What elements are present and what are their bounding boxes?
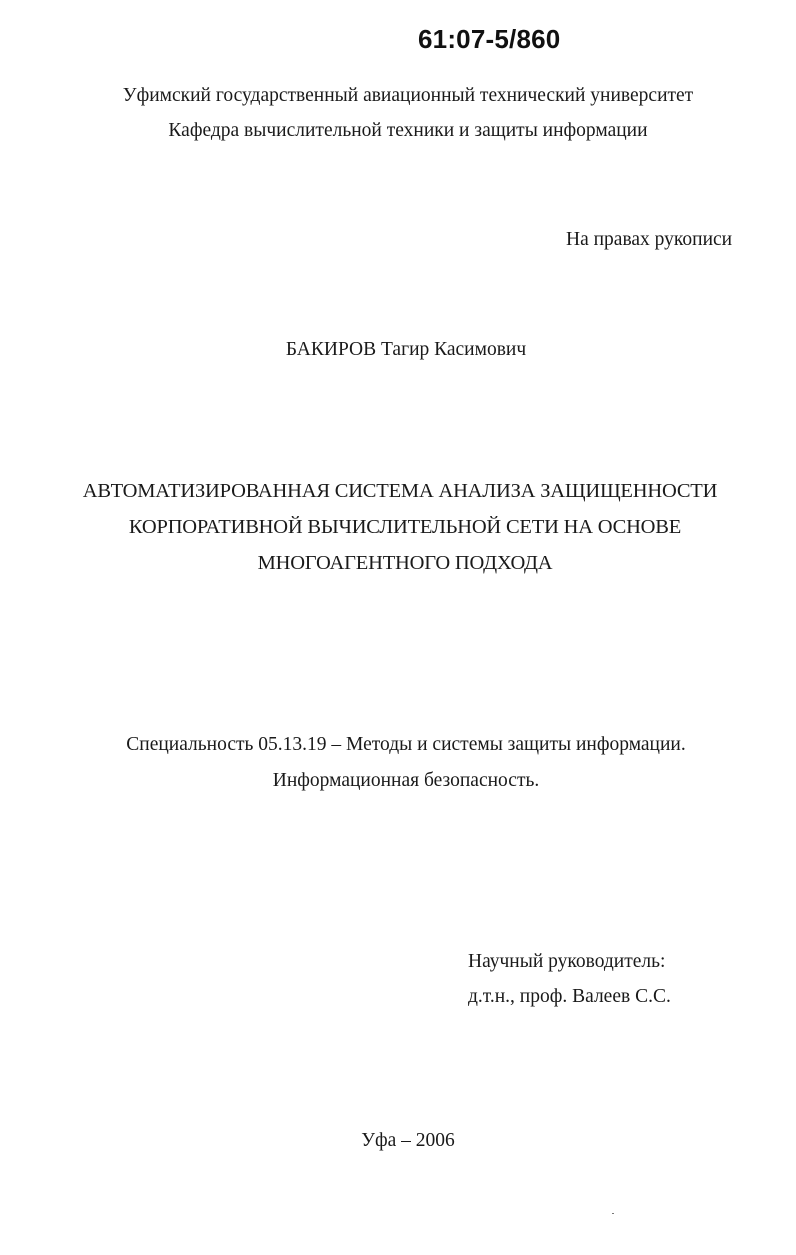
title-line-1: АВТОМАТИЗИРОВАННАЯ СИСТЕМА АНАЛИЗА ЗАЩИЩЕННОСТИ: [82, 480, 718, 502]
manuscript-note: На правах рукописи: [566, 229, 733, 250]
title-line-3: МНОГОАГЕНТНОГО ПОДХОДА: [257, 552, 553, 574]
place-year: Уфа – 2006: [361, 1130, 455, 1151]
supervisor-label: Научный руководитель:: [468, 951, 666, 972]
specialty-field: Информационная безопасность.: [272, 770, 540, 791]
university-name: Уфимский государственный авиационный технический университет: [122, 85, 694, 106]
scan-speck: [612, 1213, 614, 1214]
catalog-number: 61:07-5/860: [418, 24, 561, 54]
department-name: Кафедра вычислительной техники и защиты информации: [168, 120, 648, 141]
author-name: БАКИРОВ Тагир Касимович: [285, 339, 527, 360]
title-line-2: КОРПОРАТИВНОЙ ВЫЧИСЛИТЕЛЬНОЙ СЕТИ НА ОСНОВЕ: [128, 516, 682, 538]
supervisor-name: д.т.н., проф. Валеев С.С.: [468, 986, 671, 1007]
specialty-line: Специальность 05.13.19 – Методы и системы защиты информации.: [126, 734, 686, 755]
